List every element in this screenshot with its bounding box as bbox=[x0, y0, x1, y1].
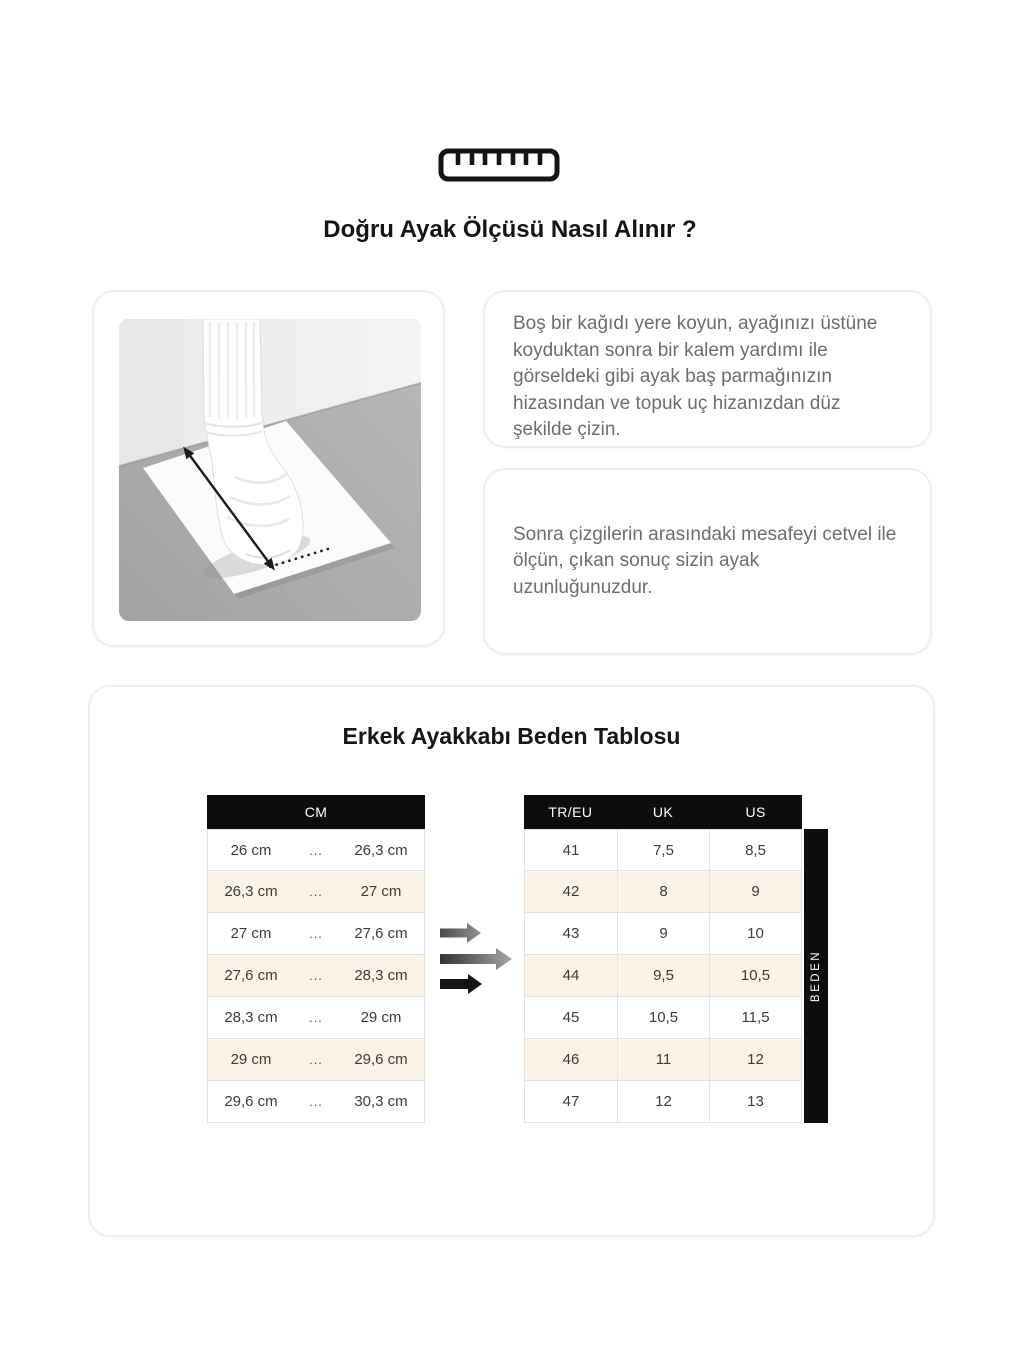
uk-value: 10,5 bbox=[617, 997, 709, 1038]
uk-value: 9,5 bbox=[617, 955, 709, 996]
cm-to: 28,3 cm bbox=[354, 967, 408, 984]
tr-eu-value: 44 bbox=[562, 967, 580, 984]
size-conversion-table bbox=[524, 795, 802, 1123]
uk-value: 9 bbox=[617, 913, 709, 954]
column-header-uk: UK bbox=[652, 804, 674, 820]
tr-eu-value: 42 bbox=[562, 883, 580, 900]
instruction-card-1 bbox=[483, 290, 932, 448]
instruction-card-2 bbox=[483, 468, 932, 655]
ruler-icon bbox=[438, 148, 560, 182]
table-row bbox=[524, 1081, 802, 1123]
foot-measurement-illustration bbox=[119, 319, 421, 621]
table-row bbox=[207, 829, 425, 871]
us-value: 9 bbox=[709, 871, 801, 912]
uk-value: 12 bbox=[617, 1081, 709, 1122]
table-row bbox=[207, 1081, 425, 1123]
tr-eu-value: 46 bbox=[562, 1051, 580, 1068]
size-table-header bbox=[524, 795, 802, 829]
us-value: 11,5 bbox=[709, 997, 801, 1038]
cm-from: 29,6 cm bbox=[224, 1093, 278, 1110]
range-dots: ... bbox=[309, 884, 323, 899]
uk-value: 8 bbox=[617, 871, 709, 912]
tr-eu-value: 43 bbox=[562, 925, 580, 942]
us-value: 10 bbox=[709, 913, 801, 954]
tr-eu-value: 41 bbox=[562, 841, 580, 859]
range-dots: ... bbox=[309, 968, 323, 983]
instruction-step-2: Sonra çizgilerin arasındaki mesafeyi cetvel ile ölçün, çıkan sonuç sizin ayak uzunluğunuzdur. bbox=[513, 523, 897, 598]
range-dots: ... bbox=[309, 1094, 323, 1109]
cm-from: 27,6 cm bbox=[224, 967, 278, 984]
range-dots: ... bbox=[309, 1010, 323, 1025]
table-row bbox=[207, 1039, 425, 1081]
cm-from: 28,3 cm bbox=[224, 1009, 278, 1026]
cm-range-table bbox=[207, 795, 425, 1123]
size-table-title: Erkek Ayakkabı Beden Tablosu bbox=[342, 723, 681, 749]
table-row bbox=[524, 955, 802, 997]
us-value: 13 bbox=[709, 1081, 801, 1122]
cm-from: 29 cm bbox=[230, 1051, 272, 1068]
cm-to: 29 cm bbox=[360, 1009, 402, 1026]
us-value: 8,5 bbox=[709, 830, 801, 870]
beden-side-label bbox=[804, 829, 828, 1123]
us-value: 10,5 bbox=[709, 955, 801, 996]
table-row bbox=[524, 871, 802, 913]
table-row bbox=[524, 997, 802, 1039]
cm-from: 26 cm bbox=[230, 841, 272, 859]
size-table-rows bbox=[524, 829, 802, 1123]
cm-to: 29,6 cm bbox=[354, 1051, 408, 1068]
table-row bbox=[207, 913, 425, 955]
foot-measurement-photo bbox=[119, 319, 421, 621]
instruction-step-1: Boş bir kağıdı yere koyun, ayağınızı üstüne koyduktan sonra bir kalem yardımı ile görseldeki gibi ayak baş parmağınızın hizasından ve topuk uç hizanızdan düz şekilde çizin. bbox=[513, 313, 878, 440]
table-row bbox=[207, 871, 425, 913]
range-dots: ... bbox=[309, 842, 323, 858]
beden-text: BEDEN bbox=[810, 949, 822, 1003]
tr-eu-value: 47 bbox=[562, 1093, 580, 1110]
uk-value: 7,5 bbox=[617, 830, 709, 870]
cm-from: 26,3 cm bbox=[224, 883, 278, 900]
cm-to: 26,3 cm bbox=[354, 841, 408, 859]
table-row bbox=[207, 997, 425, 1039]
table-row bbox=[524, 829, 802, 871]
conversion-arrows-icon bbox=[440, 921, 512, 997]
column-header-us: US bbox=[745, 804, 766, 820]
cm-table-header: CM bbox=[207, 795, 425, 829]
page-title: Doğru Ayak Ölçüsü Nasıl Alınır ? bbox=[323, 216, 697, 243]
measurement-photo-card bbox=[92, 290, 445, 647]
us-value: 12 bbox=[709, 1039, 801, 1080]
column-header-tr-eu: TR/EU bbox=[548, 804, 593, 820]
cm-from: 27 cm bbox=[230, 925, 272, 942]
table-row bbox=[207, 955, 425, 997]
table-row bbox=[524, 1039, 802, 1081]
range-dots: ... bbox=[309, 926, 323, 941]
cm-table-rows bbox=[207, 829, 425, 1123]
size-table-card bbox=[88, 685, 935, 1237]
tr-eu-value: 45 bbox=[562, 1009, 580, 1026]
range-dots: ... bbox=[309, 1052, 323, 1067]
cm-to: 30,3 cm bbox=[354, 1093, 408, 1110]
cm-to: 27,6 cm bbox=[354, 925, 408, 942]
cm-to: 27 cm bbox=[360, 883, 402, 900]
table-row bbox=[524, 913, 802, 955]
uk-value: 11 bbox=[617, 1039, 709, 1080]
